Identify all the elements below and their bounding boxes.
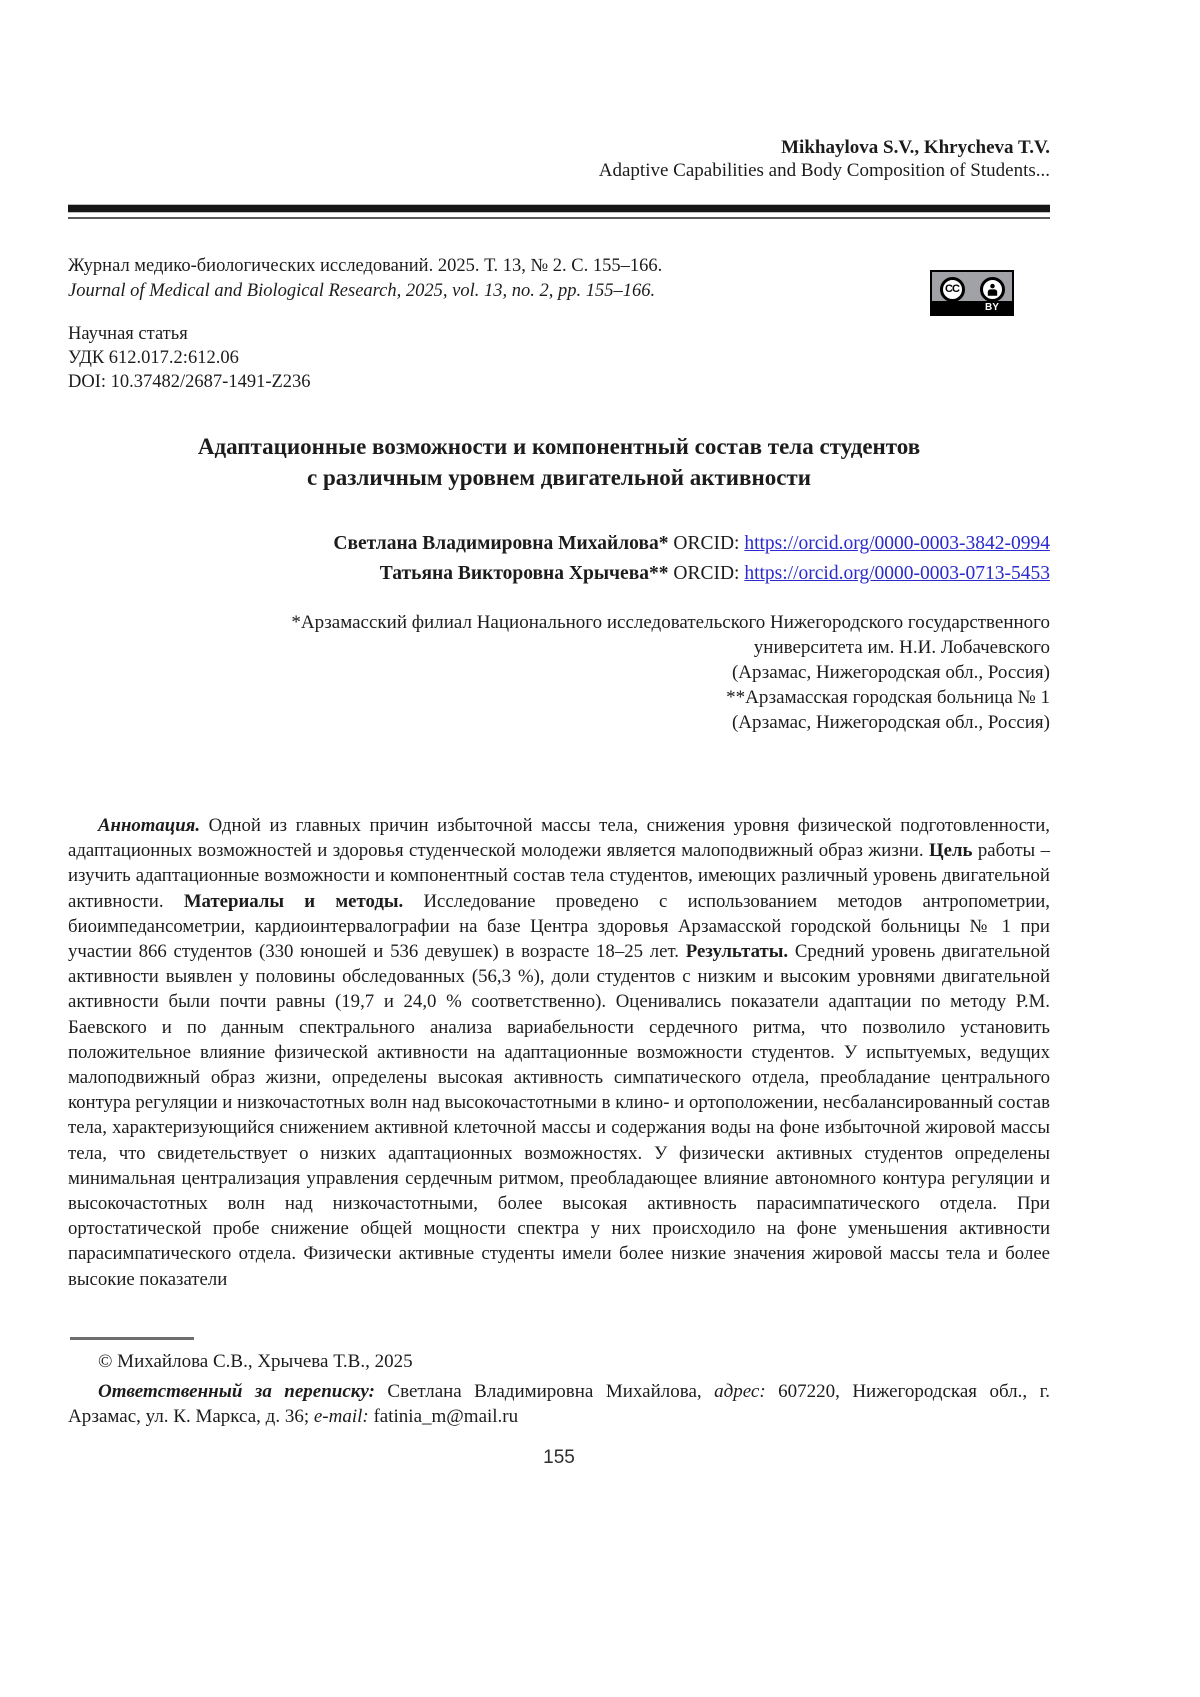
text-run: fatinia_m@mail.ru xyxy=(368,1406,519,1427)
citation-russian: Журнал медико-биологических исследований. 2025. Т. 13, № 2. С. 155–166. xyxy=(68,256,663,276)
header-divider xyxy=(68,204,1050,219)
author-line-1 xyxy=(68,529,1050,559)
authors-block xyxy=(68,529,1050,589)
author-2-name: Татьяна Викторовна Хрычева** xyxy=(379,563,669,584)
footnote-divider xyxy=(70,1337,194,1340)
running-head-authors: Mikhaylova S.V., Khrycheva T.V. xyxy=(781,137,1050,158)
text-run: Исследование проведено с использованием методов антропометрии, биоимпедансометрии, кардиоинтервалографии на базе Центра здоровья Арзамасской городской больницы № 1 при участии 866 студентов (330 юношей и 536 девушек) в возрасте 18–25 лет. xyxy=(68,890,1051,963)
text-run: Одной из главных причин избыточной массы тела, снижения уровня физической подготовленности, адаптационных возможностей и здоровья студенческой молодежи является малоподвижный образ жизни. xyxy=(68,815,1050,862)
affiliations-block xyxy=(68,610,1050,735)
text-run: Результаты. xyxy=(685,941,789,963)
affiliation-line-1: *Арзамасский филиал Национального исследовательского Нижегородского государственного xyxy=(291,612,1050,633)
cc-badge-by-label: BY xyxy=(985,302,999,313)
author-2-orcid-link[interactable]: https://orcid.org/0000-0003-0713-5453 xyxy=(744,563,1050,584)
affiliation-line-5: (Арзамас, Нижегородская обл., Россия) xyxy=(731,712,1050,733)
text-run: Светлана Владимировна Михайлова, xyxy=(374,1381,715,1402)
text-run: адрес: xyxy=(714,1381,766,1402)
affiliation-line-2: университета им. Н.И. Лобачевского xyxy=(753,637,1050,658)
page-number: 155 xyxy=(543,1447,575,1468)
header-divider-thin-line xyxy=(68,217,1050,219)
abstract-paragraph xyxy=(68,813,1050,1292)
article-type: Научная статья xyxy=(68,324,188,344)
text-run: Цель xyxy=(929,840,973,862)
author-2-orcid-label: ORCID: xyxy=(668,563,745,584)
text-run: 607220, Нижегородская обл., г. Арзамас, ул. К. Маркса, д. 36; xyxy=(68,1381,1051,1427)
article-title-line1: Адаптационные возможности и компонентный состав тела студентов xyxy=(197,434,921,459)
author-1-orcid-link[interactable]: https://orcid.org/0000-0003-3842-0994 xyxy=(744,533,1050,554)
page-content xyxy=(68,0,1050,1697)
text-run: e-mail: xyxy=(313,1406,369,1427)
running-head xyxy=(68,136,1050,182)
author-1-name: Светлана Владимировна Михайлова* xyxy=(333,533,669,554)
cc-badge-circles xyxy=(932,275,1012,303)
affiliation-line-3: (Арзамас, Нижегородская обл., Россия) xyxy=(731,662,1050,683)
running-head-short-title: Adaptive Capabilities and Body Composition of Students... xyxy=(598,160,1050,181)
attribution-person-icon xyxy=(980,277,1005,302)
article-meta xyxy=(68,322,311,394)
author-1-orcid-label: ORCID: xyxy=(668,533,745,554)
author-line-2 xyxy=(68,559,1050,589)
cc-logo-icon xyxy=(940,277,965,302)
correspondence-paragraph xyxy=(68,1379,1050,1429)
text-run: Ответственный за переписку: xyxy=(98,1381,375,1402)
affiliation-line-4: **Арзамасская городская больница № 1 xyxy=(726,687,1050,708)
header-divider-thick-line xyxy=(68,204,1050,213)
text-run: Средний уровень двигательной активности выявлен у половины обследованных (56,3 %), доли студентов с низким и высоким уровнями двигательной активности были почти равны (19,7 и 24,0 % соответственно). Оценивались показатели адаптации по методу Р.М. Баевского и по данным спектрального анализа вариабельности сердечного ритма, что позволило установить положительное влияние физической активности на адаптационные возможности студентов. У испытуемых, ведущих малоподвижный образ жизни, определены высокая активность симпатического отдела, преобладание центрального контура регуляции и низкочастотных волн над высокочастотными в клино- и ортоположении, несбалансированный состав тела, характеризующийся снижением активной клеточной массы и содержания воды на фоне избыточной жировой массы тела, что свидетельствует о низких адаптационных возможностях. У физически активных студентов определены минимальная централизация управления сердечным ритмом, преобладающее влияние автономного контура регуляции и высокочастотных волн над низкочастотными, более высокая активность парасимпатического отдела. При ортостатической пробе снижение общей мощности спектра у них происходило на фоне уменьшения активности парасимпатического отдела. Физически активные студенты имели более низкие значения жировой массы тела и более высокие показатели xyxy=(68,941,1051,1290)
article-doi: DOI: 10.37482/2687-1491-Z236 xyxy=(68,372,311,392)
text-run: работы – изучить адаптационные возможности и компонентный состав тела студентов, имеющих различный уровень двигательной активности. xyxy=(68,840,1050,912)
cc-by-license-badge xyxy=(930,270,1014,316)
copyright-line: © Михайлова С.В., Хрычева Т.В., 2025 xyxy=(98,1351,413,1372)
text-run: Аннотация. xyxy=(98,815,209,836)
article-udc: УДК 612.017.2:612.06 xyxy=(68,348,239,368)
article-title xyxy=(68,431,1050,493)
cc-logo-label: CC xyxy=(945,283,959,295)
text-run: Материалы и методы. xyxy=(183,890,404,912)
citation-block xyxy=(68,254,662,304)
article-title-line2: с различным уровнем двигательной активности xyxy=(307,465,811,490)
citation-english: Journal of Medical and Biological Research, 2025, vol. 13, no. 2, pp. 155–166. xyxy=(68,281,656,301)
